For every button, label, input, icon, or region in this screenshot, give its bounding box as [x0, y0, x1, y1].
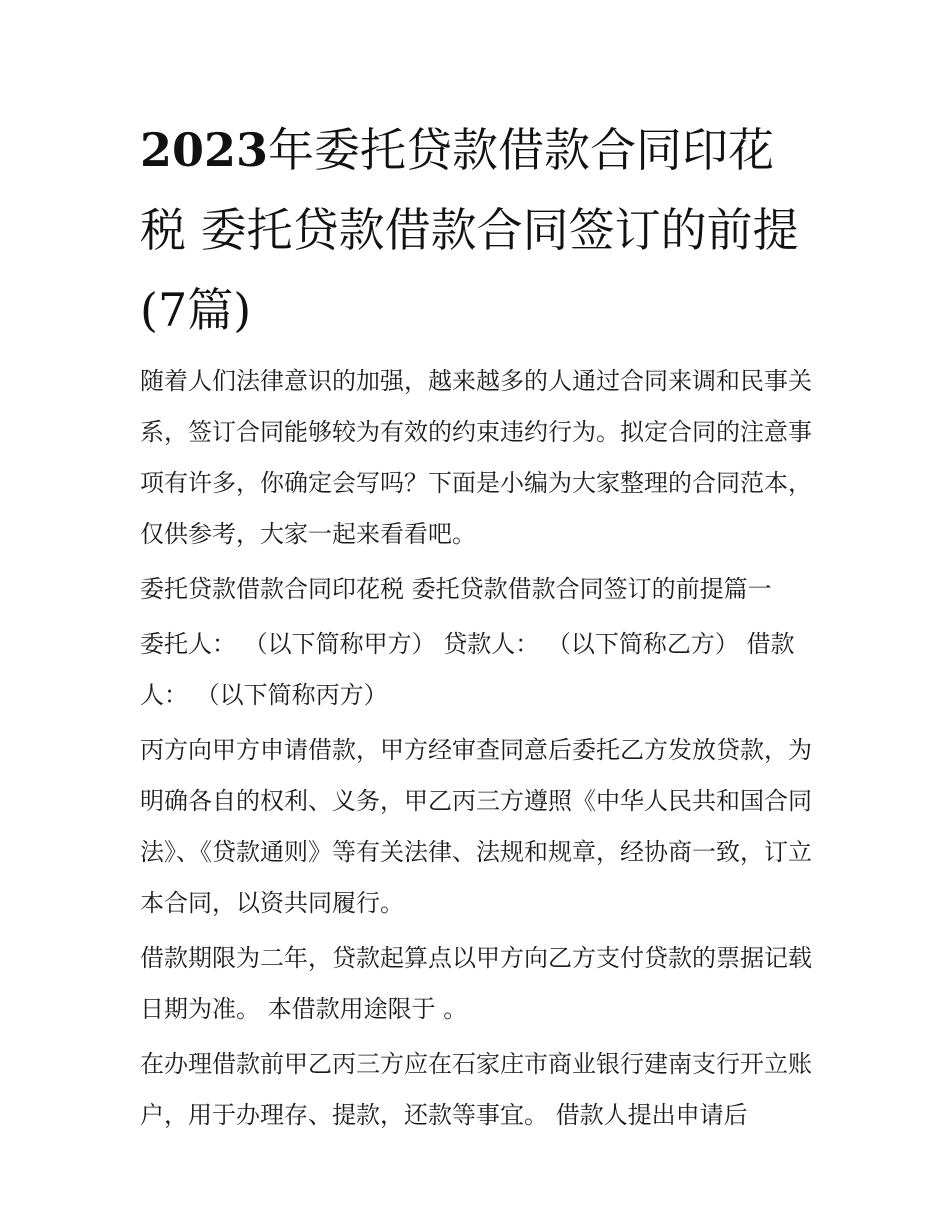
section-heading: 委托贷款借款合同印花税 委托贷款借款合同签订的前提篇一: [140, 575, 772, 603]
loan-term-paragraph: 借款期限为二年，贷款起算点以甲方向乙方支付贷款的票据记载日期为准。 本借款用途限于 。: [140, 944, 812, 1023]
parties-paragraph: 委托人： （以下简称甲方） 贷款人： （以下简称乙方） 借款人： （以下简称丙方）: [140, 630, 795, 709]
intro-paragraph: 随着人们法律意识的加强，越来越多的人通过合同来调和民事关系，签订合同能够较为有效的约束违约行为。拟定合同的注意事项有许多，你确定会写吗？下面是小编为大家整理的合同范本，仅供参考，大家一起来看看吧。: [140, 367, 812, 548]
document-title: 2023年委托贷款借款合同印花税 委托贷款借款合同签订的前提(7篇): [140, 123, 799, 337]
account-paragraph: 在办理借款前甲乙丙三方应在石家庄市商业银行建南支行开立账户，用于办理存、提款，还款等事宜。 借款人提出申请后: [140, 1050, 812, 1129]
preamble-paragraph: 丙方向甲方申请借款，甲方经审查同意后委托乙方发放贷款，为明确各自的权利、义务，甲乙丙三方遵照《中华人民共和国合同法》、《贷款通则》等有关法律、法规和规章，经协商一致，订立本合同，以资共同履行。: [140, 736, 812, 917]
document-body: [140, 356, 820, 1145]
